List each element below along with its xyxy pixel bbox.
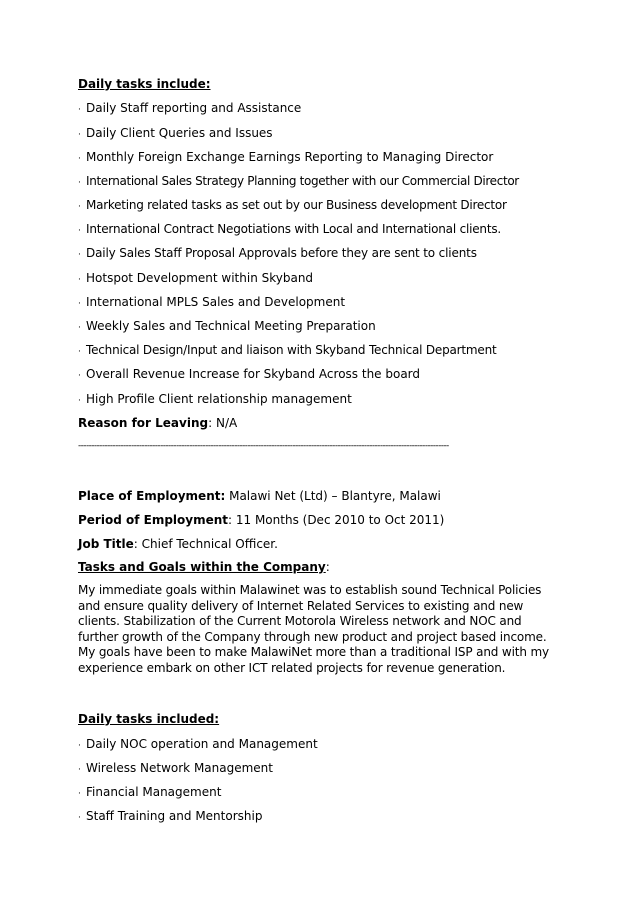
period-label: Period of Employment — [78, 513, 229, 527]
period-value: : 11 Months (Dec 2010 to Oct 2011) — [228, 513, 445, 527]
list-item: · Daily Sales Staff Proposal Approvals before they are sent to clients — [78, 246, 477, 263]
place-value: Malawi Net (Ltd) – Blantyre, Malawi — [225, 489, 441, 503]
list-item: · Staff Training and Mentorship — [78, 809, 262, 826]
bullet-mark: · — [78, 130, 81, 140]
list-item: · Daily Client Queries and Issues — [78, 126, 273, 143]
bullet-mark: · — [78, 323, 81, 333]
reason-label: Reason for Leaving — [78, 416, 209, 430]
list-item: · Weekly Sales and Technical Meeting Preparation — [78, 319, 376, 336]
bullet-mark: · — [78, 275, 81, 285]
reason-value: : N/A — [208, 416, 238, 430]
tasks-goals-paragraph: My immediate goals within Malawinet was to establish sound Technical Policies and ensure quality delivery of Internet Related Services to existing and new clients. Stabilization of the Current Motorola Wireless network and NOC and further growth of the Company through new product and project based income. My goals have been to make MalawiNet more than a traditional ISP and with my experience embark on other ICT related projects for revenue generation. — [78, 583, 549, 675]
bullet-mark: · — [78, 226, 81, 236]
daily-tasks-heading: Daily tasks include: — [78, 77, 211, 91]
job-title — [78, 537, 278, 552]
bullet-mark: · — [78, 741, 81, 751]
job-title-label: Job Title — [78, 537, 134, 551]
bullet-mark: · — [78, 178, 81, 188]
list-item: · Wireless Network Management — [78, 761, 273, 778]
bullet-mark: · — [78, 299, 81, 309]
bullet-mark: · — [78, 789, 81, 799]
bullet-mark: · — [78, 813, 81, 823]
bullet-mark: · — [78, 250, 81, 260]
bullet-mark: · — [78, 105, 81, 115]
place-of-employment — [78, 489, 441, 504]
list-item: · Daily Staff reporting and Assistance — [78, 101, 301, 118]
list-item: · International Contract Negotiations with Local and International clients. — [78, 222, 501, 239]
list-item: · Technical Design/Input and liaison with Skyband Technical Department — [78, 343, 497, 360]
tasks-goals-heading — [78, 560, 330, 575]
bullet-mark: · — [78, 765, 81, 775]
place-label: Place of Employment: — [78, 489, 226, 503]
list-item: · Overall Revenue Increase for Skyband Across the board — [78, 367, 420, 384]
list-item: · Financial Management — [78, 785, 221, 802]
list-item: · Daily NOC operation and Management — [78, 737, 318, 754]
reason-for-leaving — [78, 416, 237, 431]
bullet-mark: · — [78, 396, 81, 406]
daily-tasks-included-heading: Daily tasks included: — [78, 712, 220, 726]
bullet-mark: · — [78, 154, 81, 164]
job-title-value: : Chief Technical Officer. — [133, 537, 278, 551]
period-of-employment — [78, 513, 444, 528]
list-item: · International Sales Strategy Planning together with our Commercial Director — [78, 174, 519, 191]
tasks-goals-label: Tasks and Goals within the Company — [78, 560, 326, 574]
list-item: · Monthly Foreign Exchange Earnings Reporting to Managing Director — [78, 150, 493, 167]
section-divider: -------------------------------------------------------------------------------------------------------------------------------------------- — [78, 441, 449, 451]
list-item: · High Profile Client relationship management — [78, 392, 352, 409]
bullet-mark: · — [78, 347, 81, 357]
tasks-goals-colon: : — [325, 560, 330, 574]
bullet-mark: · — [78, 202, 81, 212]
bullet-mark: · — [78, 371, 81, 381]
list-item: · Hotspot Development within Skyband — [78, 271, 313, 288]
list-item: · International MPLS Sales and Development — [78, 295, 345, 312]
list-item: · Marketing related tasks as set out by our Business development Director — [78, 198, 507, 215]
